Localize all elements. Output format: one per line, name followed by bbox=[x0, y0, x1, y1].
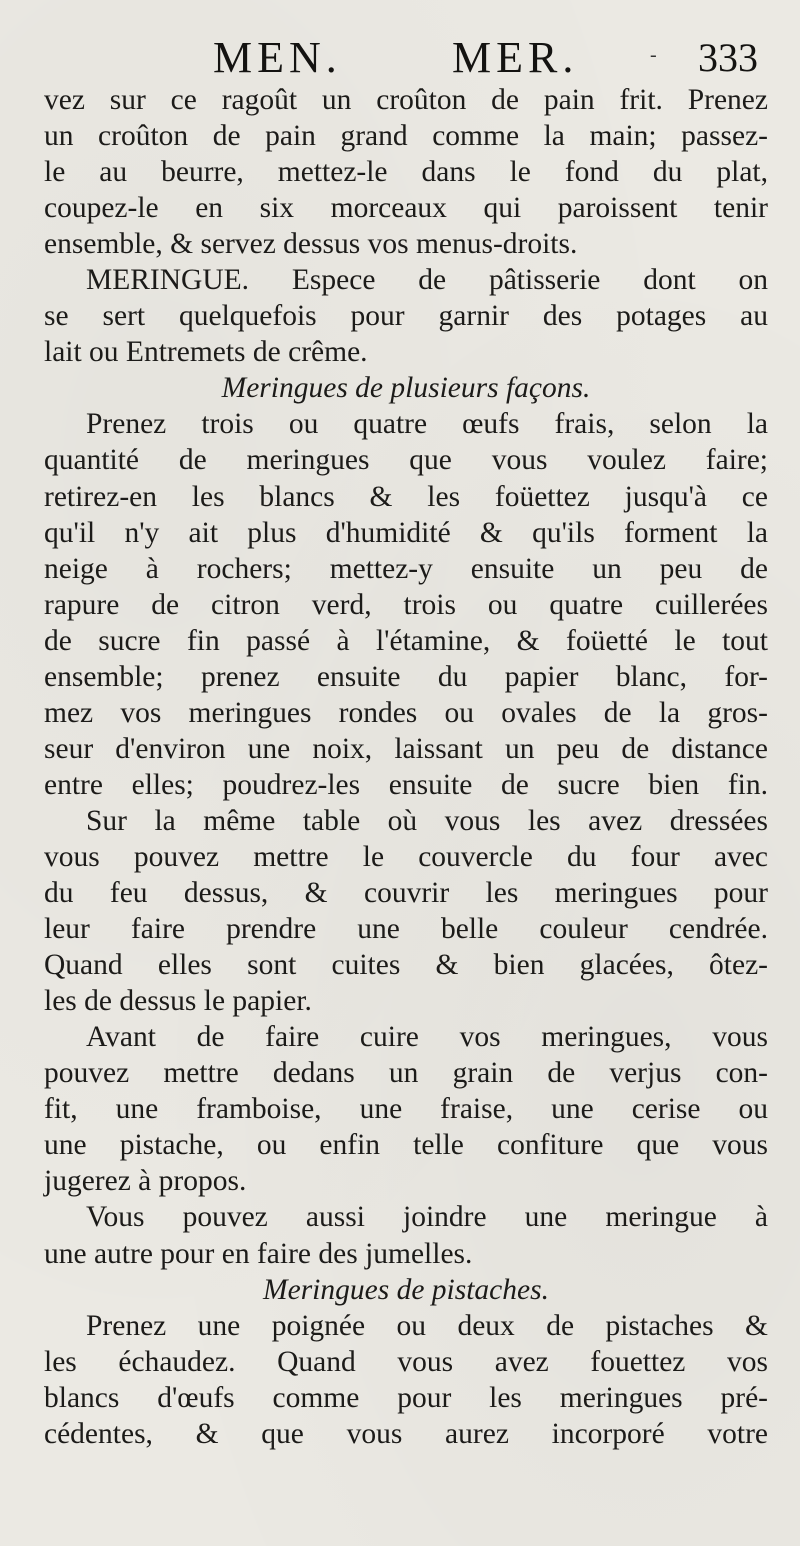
header-left-word: MEN. bbox=[213, 33, 342, 82]
text-line: entre elles; poudrez-les ensuite de sucre bien fin. bbox=[44, 768, 768, 801]
section-heading: Meringues de plusieurs façons. bbox=[221, 372, 591, 405]
text-line: vez sur ce ragoût un croûton de pain frit. Prenez bbox=[44, 84, 768, 116]
running-header bbox=[0, 28, 800, 88]
text-line: un croûton de pain grand comme la main; passez- bbox=[44, 120, 768, 153]
text-line: ensemble, & servez dessus vos menus-droits. bbox=[44, 228, 578, 261]
text-line: Prenez une poignée ou deux de pistaches & bbox=[86, 1309, 768, 1342]
text-line: rapure de citron verd, trois ou quatre cuillerées bbox=[44, 588, 768, 621]
text-line: seur d'environ une noix, laissant un peu de distance bbox=[44, 732, 768, 765]
text-line: Quand elles sont cuites & bien glacées, ôtez- bbox=[44, 949, 768, 982]
text-line: de sucre fin passé à l'étamine, & foüetté le tout bbox=[44, 624, 768, 657]
text-line: mez vos meringues rondes ou ovales de la gros- bbox=[44, 696, 768, 729]
section-heading: Meringues de pistaches. bbox=[263, 1273, 549, 1306]
text-line: jugerez à propos. bbox=[44, 1165, 247, 1198]
text-line: pouvez mettre dedans un grain de verjus con- bbox=[44, 1057, 768, 1090]
text-line: les échaudez. Quand vous avez fouettez vos bbox=[44, 1345, 768, 1378]
text-line: MERINGUE. Espece de pâtisserie dont on bbox=[86, 264, 768, 297]
text-line: se sert quelquefois pour garnir des potages au bbox=[44, 300, 768, 333]
text-line: neige à rochers; mettez-y ensuite un peu de bbox=[44, 552, 768, 585]
text-line: une autre pour en faire des jumelles. bbox=[44, 1237, 473, 1270]
text-line: Vous pouvez aussi joindre une meringue à bbox=[86, 1201, 768, 1234]
header-right-word: MER. bbox=[452, 33, 579, 82]
text-line: lait ou Entremets de crême. bbox=[44, 336, 368, 369]
text-line: du feu dessus, & couvrir les meringues pour bbox=[44, 877, 768, 910]
text-line: cédentes, & que vous aurez incorporé votre bbox=[44, 1417, 768, 1450]
text-line: ensemble; prenez ensuite du papier blanc, for- bbox=[44, 660, 768, 693]
text-line: Prenez trois ou quatre œufs frais, selon la bbox=[86, 408, 768, 441]
text-line: le au beurre, mettez-le dans le fond du plat, bbox=[44, 156, 768, 189]
text-line: Sur la même table où vous les avez dressées bbox=[86, 804, 768, 837]
text-line: vous pouvez mettre le couvercle du four avec bbox=[44, 840, 768, 873]
page-number: 333 bbox=[698, 35, 758, 80]
text-line: quantité de meringues que vous voulez faire; bbox=[44, 444, 768, 477]
text-line: leur faire prendre une belle couleur cendrée. bbox=[44, 913, 768, 946]
text-line: retirez-en les blancs & les foüettez jusqu'à ce bbox=[44, 480, 768, 513]
text-line: Avant de faire cuire vos meringues, vous bbox=[86, 1021, 768, 1054]
header-dash: - bbox=[650, 44, 657, 66]
text-line: fit, une framboise, une fraise, une cerise ou bbox=[44, 1093, 768, 1126]
text-line: qu'il n'y ait plus d'humidité & qu'ils forment la bbox=[44, 516, 768, 549]
body-text bbox=[44, 82, 768, 1452]
text-line: coupez-le en six morceaux qui paroissent tenir bbox=[44, 192, 768, 225]
text-line: blancs d'œufs comme pour les meringues pré- bbox=[44, 1381, 768, 1414]
text-line: une pistache, ou enfin telle confiture que vous bbox=[44, 1129, 768, 1162]
text-line: les de dessus le papier. bbox=[44, 985, 312, 1018]
